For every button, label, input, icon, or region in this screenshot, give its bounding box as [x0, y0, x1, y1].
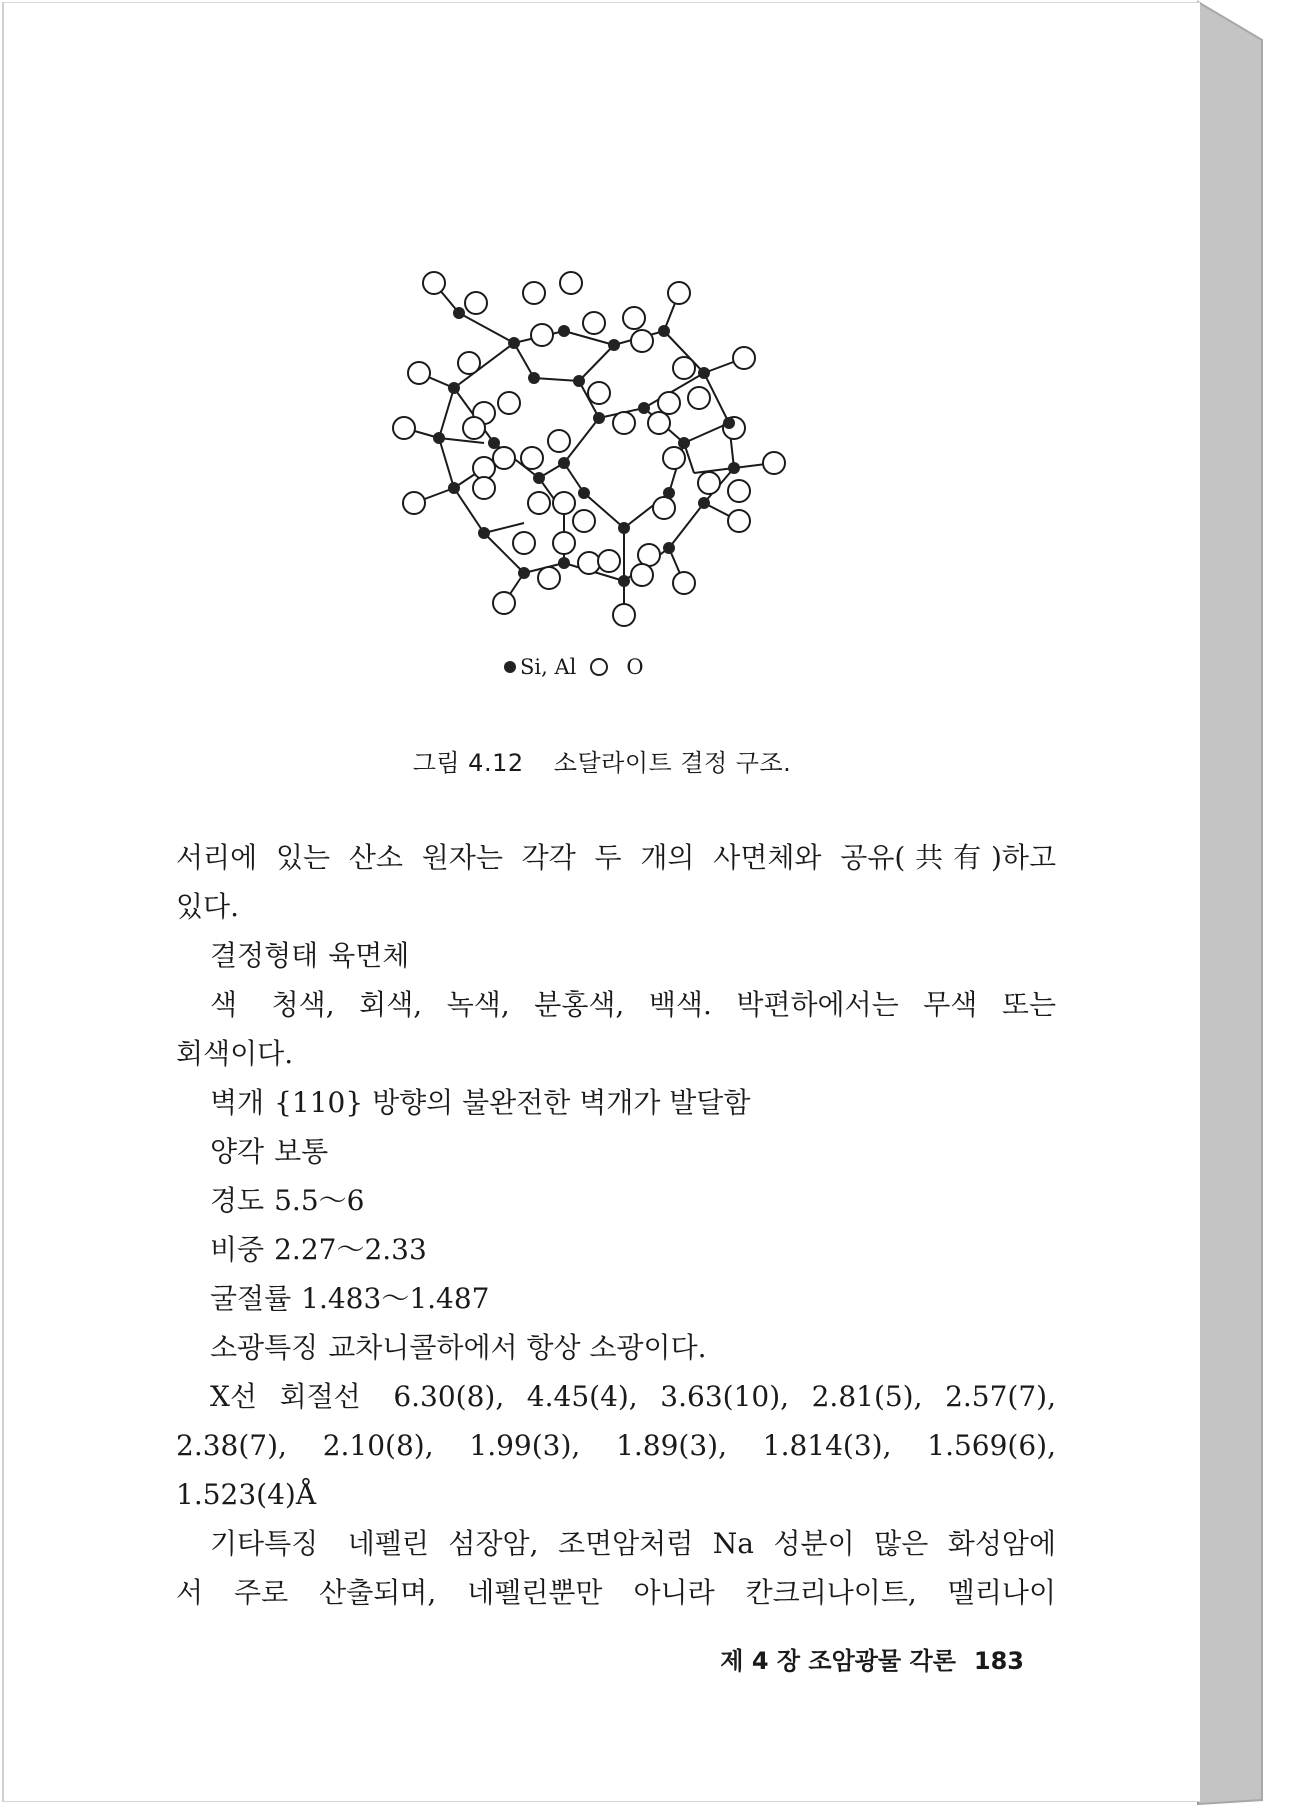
continuation-line-2: 있다.	[176, 890, 239, 923]
other-features-line-1	[176, 1519, 1056, 1568]
color-label: 색	[210, 988, 238, 1021]
hardness-value: 5.5～6	[274, 1184, 365, 1217]
refractive-index-line	[176, 1274, 1056, 1323]
specific-gravity-value: 2.27～2.33	[274, 1233, 427, 1266]
hardness-label: 경도	[210, 1184, 265, 1217]
legend-oxygen-label: O	[626, 655, 644, 679]
optical-line	[176, 1323, 1056, 1372]
luster-value: 보통	[274, 1135, 329, 1168]
page-footer	[4, 1641, 1024, 1676]
page-number: 183	[973, 1647, 1024, 1675]
xray-label: X선 회절선	[210, 1380, 361, 1413]
xray-value: 6.30(8), 4.45(4), 3.63(10), 2.81(5), 2.57(7),	[393, 1380, 1056, 1413]
figure-legend	[504, 655, 644, 679]
silicon-aluminum-atoms	[433, 307, 740, 587]
specific-gravity-label: 비중	[210, 1233, 265, 1266]
other-features-line-2: 서 주로 산출되며, 네펠린뿐만 아니라 칸크리나이트, 멜리나이	[176, 1576, 1056, 1609]
hardness-line	[176, 1176, 1056, 1225]
caption-text: 소달라이트 결정 구조.	[553, 749, 792, 777]
luster-label: 양각	[210, 1135, 265, 1168]
crystal-habit-label: 결정형태	[210, 939, 319, 972]
refractive-index-label: 굴절률	[210, 1282, 292, 1315]
body-text	[176, 833, 1056, 1617]
cleavage-value: {110} 방향의 불완전한 벽개가 발달함	[274, 1086, 751, 1119]
chapter-title: 제 4 장 조암광물 각론	[720, 1647, 956, 1675]
sodalite-structure-figure	[384, 263, 804, 693]
continuation-line-1: 서리에 있는 산소 원자는 각각 두 개의 사면체와 공유(共有)하고	[176, 841, 1056, 874]
xray-line-2: 2.38(7), 2.10(8), 1.99(3), 1.89(3), 1.814(3), 1.569(6), 1.523(4)Å	[176, 1429, 1056, 1511]
optical-label: 소광특징	[210, 1331, 319, 1364]
filled-circle-icon	[504, 661, 516, 673]
book-page	[2, 2, 1200, 1802]
refractive-index-value: 1.483～1.487	[301, 1282, 490, 1315]
color-line-2: 회색이다.	[176, 1037, 294, 1070]
specific-gravity-line	[176, 1225, 1056, 1274]
oxygen-atoms	[393, 272, 785, 626]
open-circle-icon	[590, 658, 608, 676]
crystal-habit-line	[176, 931, 1056, 980]
cleavage-line	[176, 1078, 1056, 1127]
other-features-label: 기타특징	[210, 1527, 319, 1560]
other-features-value: 네펠린 섬장암, 조면암처럼 Na 성분이 많은 화성암에	[347, 1527, 1056, 1560]
color-line-1	[176, 980, 1056, 1029]
legend-silicon-label: Si, Al	[520, 655, 577, 679]
caption-number: 그림 4.12	[412, 749, 524, 777]
optical-value: 교차니콜하에서 항상 소광이다.	[328, 1331, 707, 1364]
cleavage-label: 벽개	[210, 1086, 265, 1119]
color-value: 청색, 회색, 녹색, 분홍색, 백색. 박편하에서는 무색 또는	[271, 988, 1056, 1021]
xray-line-1	[176, 1372, 1056, 1421]
crystal-habit-value: 육면체	[328, 939, 410, 972]
figure-caption	[4, 743, 1200, 778]
luster-line	[176, 1127, 1056, 1176]
